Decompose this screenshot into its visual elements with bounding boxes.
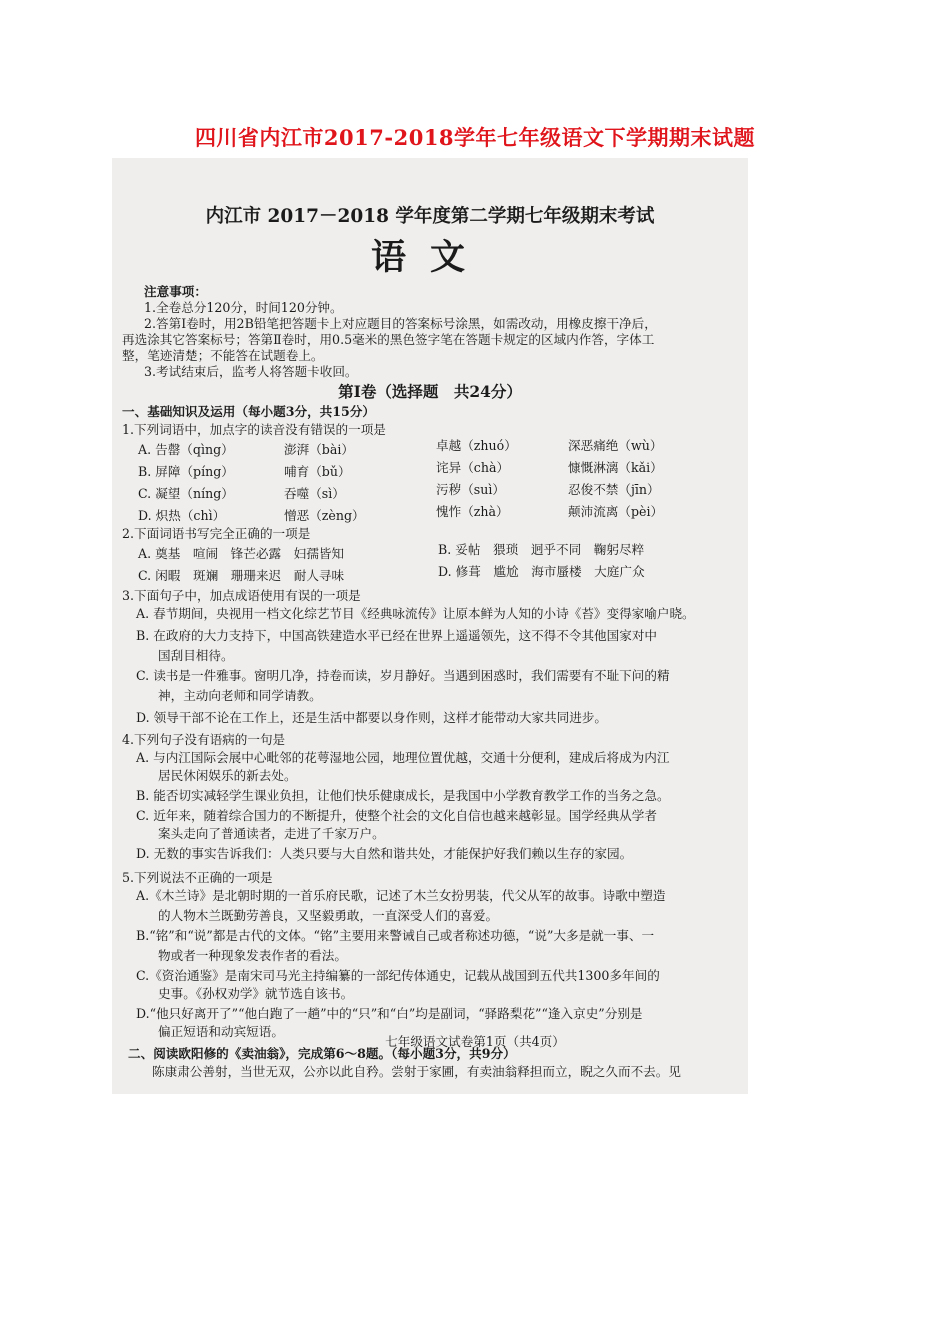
option-cell: 卓越（zhuó） [436, 438, 517, 453]
option-line: D. 领导干部不论在工作上，还是生活中都要以身作则，这样才能带动大家共同进步。 [136, 710, 608, 725]
scanned-exam-page [112, 158, 748, 1094]
option-line: C. 读书是一件雅事。窗明几净，持卷而读，岁月静好。当遇到困惑时，我们需要有不耻下问的精 [136, 668, 670, 683]
option-line: A. 春节期间，央视用一档文化综艺节目《经典咏流传》让原本鲜为人知的小诗《苔》变得家喻户晓。 [136, 606, 695, 621]
option-line: B. 在政府的大力支持下，中国高铁建造水平已经在世界上遥遥领先，这不得不令其他国家对中 [136, 628, 658, 643]
option-cell: A. 奠基 喧闹 锋芒必露 妇孺皆知 [138, 546, 345, 561]
question-stem: 1.下列词语中，加点字的读音没有错误的一项是 [122, 422, 386, 437]
option-line: 偏正短语和动宾短语。 [158, 1024, 284, 1039]
option-cell: 深恶痛绝（wù） [568, 438, 663, 453]
option-cell: B. 屏障（píng） [138, 464, 234, 479]
option-cell: C. 闲暇 斑斓 珊珊来迟 耐人寻味 [138, 568, 345, 583]
option-cell: 憎恶（zèng） [284, 508, 365, 523]
notice-line: 2.答第Ⅰ卷时，用2B铅笔把答题卡上对应题目的答案标号涂黑，如需改动，用橡皮擦干净后， [144, 316, 657, 331]
option-cell: 慷慨淋漓（kǎi） [568, 460, 663, 475]
option-line: C. 近年来，随着综合国力的不断提升，使整个社会的文化自信也越来越彰显。国学经典从学者 [136, 808, 657, 823]
question-stem: 4.下列句子没有语病的一句是 [122, 732, 286, 747]
option-line: 居民休闲娱乐的新去处。 [158, 768, 297, 783]
option-cell: 愧怍（zhà） [436, 504, 509, 519]
option-cell: 颠沛流离（pèi） [568, 504, 664, 519]
option-line: B.“铭”和“说”都是古代的文体。“铭”主要用来警诫自己或者称述功德，“说”大多是就一事、一 [136, 928, 655, 943]
option-line: 史事。《孙权劝学》就节选自该书。 [158, 986, 354, 1001]
option-cell: B. 妥帖 猥琐 迥乎不同 鞠躬尽粹 [438, 542, 645, 557]
part-heading: 一、基础知识及运用（每小题3分，共15分） [122, 404, 375, 419]
option-cell: D. 炽热（chì） [138, 508, 226, 523]
option-line: C.《资治通鉴》是南宋司马光主持编纂的一部纪传体通史，记载从战国到五代共1300多年间的 [136, 968, 660, 983]
page-footer: 七年级语文试卷第1页（共4页） [385, 1034, 565, 1049]
exam-title: 内江市 2017－2018 学年度第二学期七年级期末考试 [205, 206, 655, 227]
option-line: 物或者一种现象发表作者的看法。 [158, 948, 347, 963]
exam-subject: 语文 [370, 237, 489, 278]
option-cell: 忍俊不禁（jīn） [568, 482, 660, 497]
option-line: A.《木兰诗》是北朝时期的一首乐府民歌，记述了木兰女扮男装，代父从军的故事。诗歌中塑造 [136, 888, 666, 903]
option-cell: A. 告罄（qìng） [138, 442, 234, 457]
notice-line: 3.考试结束后，监考人将答题卡收回。 [144, 364, 358, 379]
option-line: A. 与内江国际会展中心毗邻的花萼湿地公园，地理位置优越，交通十分便利，建成后将成为内江 [136, 750, 670, 765]
option-cell: 污秽（suì） [436, 482, 505, 497]
question-stem: 2.下面词语书写完全正确的一项是 [122, 526, 311, 541]
passage-line: 陈康肃公善射，当世无双，公亦以此自矜。尝射于家圃，有卖油翁释担而立，睨之久而不去。见 [152, 1064, 681, 1079]
option-line: D. 无数的事实告诉我们：人类只要与大自然和谐共处，才能保护好我们赖以生存的家园。 [136, 846, 633, 861]
section-heading: 第Ⅰ卷（选择题 共24分） [338, 382, 522, 401]
option-line: D.“他只好离开了”“他白跑了一趟”中的“只”和“白”均是副词，“驿路梨花”“逢入京史”分别是 [136, 1006, 643, 1021]
option-cell: 吞噬（sì） [284, 486, 345, 501]
question-stem: 3.下面句子中，加点成语使用有误的一项是 [122, 588, 361, 603]
option-line: 神，主动向老师和同学请教。 [158, 688, 322, 703]
option-cell: 澎湃（bài） [284, 442, 354, 457]
option-line: 案头走向了普通读者，走进了千家万户。 [158, 826, 385, 841]
option-cell: D. 修葺 尴尬 海市蜃楼 大庭广众 [438, 564, 645, 579]
question-stem: 5.下列说法不正确的一项是 [122, 870, 273, 885]
option-line: B. 能否切实减轻学生课业负担，让他们快乐健康成长，是我国中小学教育教学工作的当务之急。 [136, 788, 670, 803]
page-title: 四川省内江市2017-2018学年七年级语文下学期期末试题 [194, 125, 756, 150]
option-cell: 哺育（bǔ） [284, 464, 351, 479]
option-line: 的人物木兰既勤劳善良，又坚毅勇敢，一直深受人们的喜爱。 [158, 908, 499, 923]
notice-line: 整，笔迹清楚；不能答在试题卷上。 [122, 348, 324, 363]
option-line: 国刮目相待。 [158, 648, 234, 663]
notice-heading: 注意事项： [144, 284, 207, 299]
notice-line: 1.全卷总分120分，时间120分钟。 [144, 300, 343, 315]
notice-line: 再选涂其它答案标号；答第Ⅱ卷时，用0.5毫米的黑色签字笔在答题卡规定的区域内作答，字体工 [122, 332, 655, 347]
part-heading: 二、阅读欧阳修的《卖油翁》，完成第6～8题。（每小题3分，共9分） [128, 1046, 516, 1061]
option-cell: C. 凝望（níng） [138, 486, 234, 501]
option-cell: 诧异（chà） [436, 460, 510, 475]
